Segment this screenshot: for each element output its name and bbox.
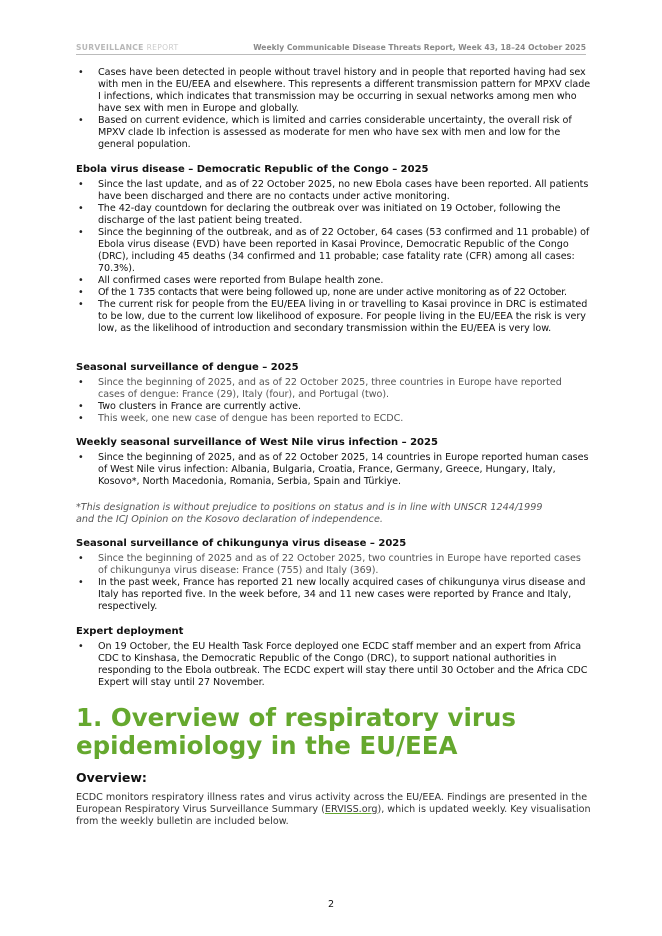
list-item: • Cases have been detected in people without travel history and in people that reported having had sex with men in the EU/EEA and elsewhere. This represents a different transmission pattern for MPXV clade I infections, which indicates that transmission may be occurring in sexual networks among men who have sex with men in Europe and globally. [76, 67, 591, 115]
list-item: • Since the beginning of 2025 and as of 22 October 2025, two countries in Europe have reported cases of chikungunya virus disease: France (755) and Italy (369). [76, 553, 591, 577]
list-item: • The current risk for people from the EU/EEA living in or travelling to Kasai province in DRC is estimated to be low, due to the current low likelihood of exposure. For people living in the EU/EEA the risk is very low, as the likelihood of introduction and secondary transmission within the EU/EEA is very low. [76, 299, 591, 335]
list-item: • This week, one new case of dengue has been reported to ECDC. [76, 413, 591, 425]
footnote: *This designation is without prejudice to positions on status and is in line with UNSCR 1244/1999 and the ICJ Opinion on the Kosovo declaration of independence. [76, 502, 543, 525]
dengue-section [76, 362, 591, 425]
overview-paragraph: ECDC monitors respiratory illness rates and virus activity across the EU/EEA. Findings are presented in the European Respiratory Virus Surveillance Summary (ERVISS.org), which is updated weekly. Key visualisation from the weekly bulletin are included below. [76, 792, 591, 827]
ebola-section [76, 164, 591, 335]
list-item: • All confirmed cases were reported from Bulape health zone. [76, 275, 591, 287]
list-item: • Of the 1 735 contacts that were being followed up, none are under active monitoring as of 22 October. [76, 287, 591, 299]
list-item: • The 42-day countdown for declaring the outbreak over was initiated on 19 October, following the discharge of the last patient being treated. [76, 203, 591, 227]
header-title: Weekly Communicable Disease Threats Report, Week 43, 18–24 October 2025 [253, 43, 586, 52]
list-item: • Since the beginning of the outbreak, and as of 22 October, 64 cases (53 confirmed and 11 probable) of Ebola virus disease (EVD) have been reported in Kasai Province, Democratic Republic of the Congo (DRC), including 45 deaths (34 confirmed and 11 probable; case fatality rate (CFR) among all cases: 70.3%). [76, 227, 591, 275]
wnv-section [76, 437, 591, 526]
list-item: • On 19 October, the EU Health Task Force deployed one ECDC staff member and an expert from Africa CDC to Kinshasa, the Democratic Republic of the Congo (DRC), to support national authorities in responding to the Ebola outbreak. The ECDC expert will stay there until 30 October and the Africa CDC Expert will stay until 27 November. [76, 641, 591, 689]
page-header [76, 41, 586, 55]
header-brand-light: REPORT [146, 43, 179, 52]
section-heading: Ebola virus disease – Democratic Republic of the Congo – 2025 [76, 164, 429, 175]
chikungunya-section [76, 538, 591, 613]
list-item: • Since the beginning of 2025, and as of 22 October 2025, three countries in Europe have reported cases of dengue: France (29), Italy (four), and Portugal (two). [76, 377, 591, 401]
section-heading: Expert deployment [76, 626, 184, 637]
section-heading: Seasonal surveillance of chikungunya virus disease – 2025 [76, 538, 407, 549]
list-item: • In the past week, France has reported 21 new locally acquired cases of chikungunya virus disease and Italy has reported five. In the week before, 34 and 11 new cases were reported by France and Italy, respectively. [76, 577, 591, 613]
list-item: • Two clusters in France are currently active. [76, 401, 591, 413]
list-item: • Since the last update, and as of 22 October 2025, no new Ebola cases have been reported. All patients have been discharged and there are no contacts under active monitoring. [76, 179, 591, 203]
section-heading: Seasonal surveillance of dengue – 2025 [76, 362, 299, 373]
list-item: • Since the beginning of 2025, and as of 22 October 2025, 14 countries in Europe reported human cases of West Nile virus infection: Albania, Bulgaria, Croatia, France, Germany, Greece, Hungary, Italy, Kosovo*, North Macedonia, Romania, Serbia, Spain and Türkiye. [76, 452, 591, 488]
section-title: 1. Overview of respiratory virus epidemiology in the EU/EEA [76, 703, 516, 760]
header-brand: SURVEILLANCE [76, 43, 144, 52]
mpox-section [76, 67, 591, 151]
section-heading: Weekly seasonal surveillance of West Nile virus infection – 2025 [76, 437, 438, 448]
page-number: 2 [327, 899, 335, 910]
expert-section [76, 626, 591, 689]
overview-heading: Overview: [76, 770, 147, 785]
list-item: • Based on current evidence, which is limited and carries considerable uncertainty, the overall risk of MPXV clade Ib infection is assessed as moderate for men who have sex with men and low for the general population. [76, 115, 591, 151]
erviss-link[interactable]: ERVISS.org [324, 804, 378, 815]
